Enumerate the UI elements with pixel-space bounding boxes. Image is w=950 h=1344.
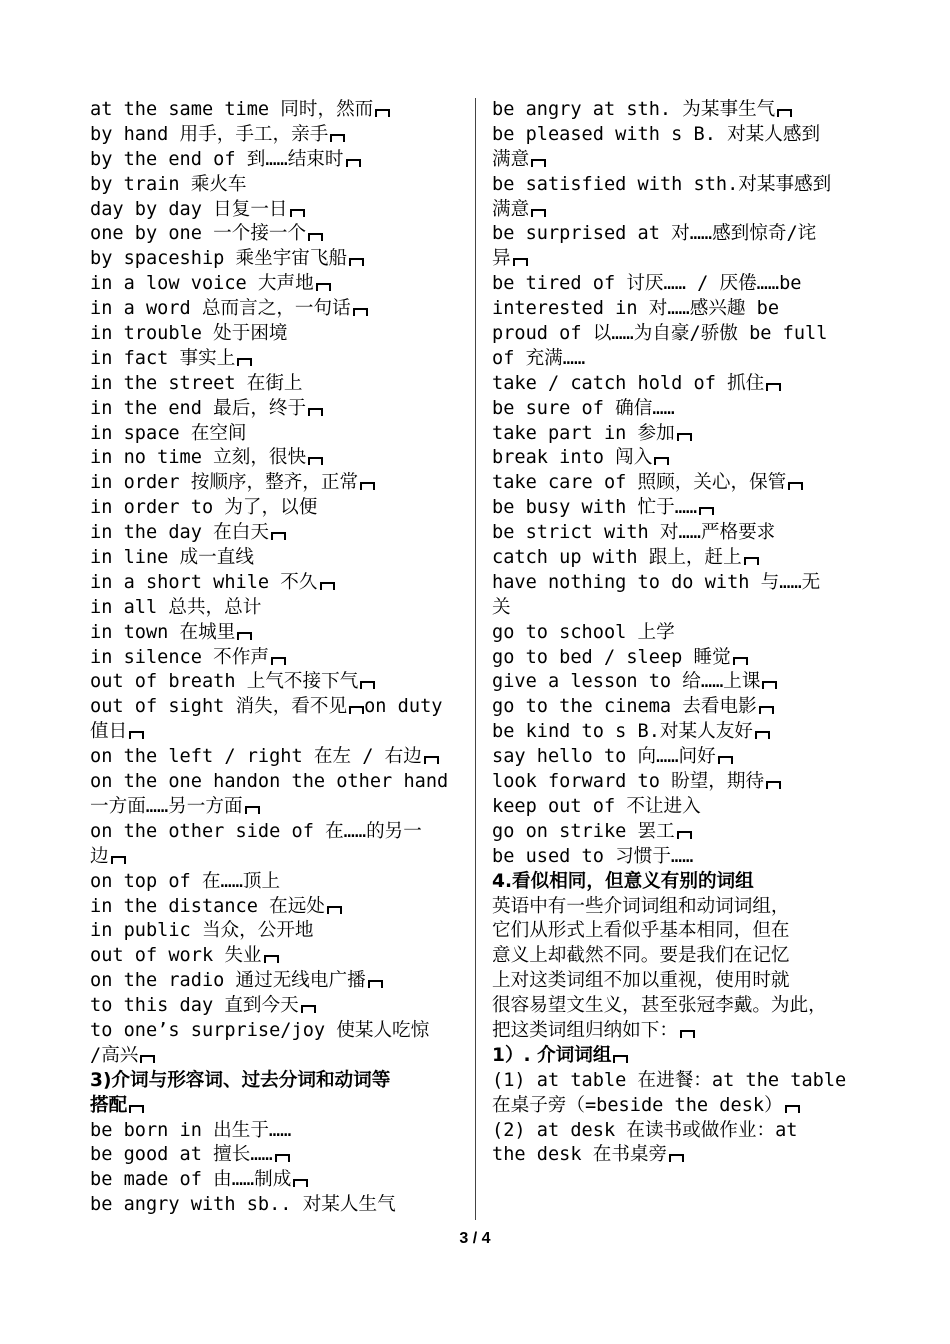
line-text: be good at 擅长…… <box>90 1144 273 1166</box>
paragraph-mark-icon <box>785 1105 800 1113</box>
paragraph-mark-icon <box>755 731 770 739</box>
phrase-line <box>492 297 868 322</box>
phrase-line <box>492 1019 868 1044</box>
line-text: in the end 最后，终于 <box>90 397 307 419</box>
line-text: break into 闯入 <box>492 447 653 469</box>
line-text: be strict with 对……严格要求 <box>492 522 776 544</box>
line-text: at the same time 同时，然而 <box>90 99 374 120</box>
phrase-line <box>492 446 868 471</box>
paragraph-mark-icon <box>718 756 733 764</box>
line-text: 意义上却截然不同。要是我们在记忆 <box>492 945 790 967</box>
line-text: out of sight 消失，看不见 <box>90 696 348 718</box>
line-text: on the one handon the other hand <box>90 771 449 793</box>
line-text: 英语中有一些介词词组和动词词组， <box>492 895 790 917</box>
line-text: in all 总共，总计 <box>90 596 262 618</box>
line-text: go on strike 罢工 <box>492 820 675 842</box>
paragraph-mark-icon <box>129 731 144 739</box>
line-text: one by one 一个接一个 <box>90 223 307 245</box>
phrase-line <box>492 969 868 994</box>
phrase-line <box>90 795 462 820</box>
paragraph-mark-icon <box>353 308 368 316</box>
phrase-line <box>492 670 868 695</box>
line-text: by spaceship 乘坐宇宙飞船 <box>90 248 348 270</box>
line-text: go to bed / sleep 睡觉 <box>492 646 731 668</box>
phrase-line <box>492 1143 868 1168</box>
phrase-line <box>90 695 462 720</box>
line-text: 很容易望文生义，甚至张冠李戴。为此， <box>492 995 827 1017</box>
phrase-line <box>90 222 462 247</box>
line-text: be surprised at 对……感到惊奇/诧 <box>492 223 817 245</box>
paragraph-mark-icon <box>349 258 364 266</box>
phrase-line <box>90 198 462 223</box>
phrase-line <box>90 1143 462 1168</box>
line-text: on the other side of 在……的另一 <box>90 820 422 842</box>
line-text: be busy with 忙于…… <box>492 497 698 519</box>
phrase-line <box>90 322 462 347</box>
phrase-line <box>90 845 462 870</box>
phrase-line <box>90 770 462 795</box>
line-text: in the distance 在远处 <box>90 895 325 917</box>
paragraph-mark-icon <box>733 657 748 665</box>
phrase-line <box>492 994 868 1019</box>
line-text: 把这类词组归纳如下： <box>492 1019 678 1041</box>
paragraph-mark-icon <box>677 831 692 839</box>
line-text: look forward to 盼望，期待 <box>492 771 765 793</box>
phrase-line <box>492 471 868 496</box>
phrase-line <box>492 695 868 720</box>
paragraph-mark-icon <box>271 657 286 665</box>
paragraph-mark-icon <box>677 433 692 441</box>
phrase-line <box>90 571 462 596</box>
line-text: take care of 照顾，关心，保管 <box>492 472 787 494</box>
line-text: of 充满…… <box>492 347 586 369</box>
paragraph-mark-icon <box>613 1055 628 1063</box>
phrase-line <box>90 297 462 322</box>
line-text: in no time 立刻，很快 <box>90 447 307 469</box>
phrase-line <box>90 446 462 471</box>
line-text: (2) at desk 在读书或做作业：at <box>492 1119 798 1141</box>
phrase-line <box>90 944 462 969</box>
phrase-line <box>492 745 868 770</box>
paragraph-mark-icon <box>375 109 390 117</box>
paragraph-mark-icon <box>699 507 714 515</box>
phrase-line <box>90 870 462 895</box>
phrase-line <box>492 571 868 596</box>
line-text: the desk 在书桌旁 <box>492 1144 668 1166</box>
line-text: be angry with sb.. 对某人生气 <box>90 1194 396 1216</box>
phrase-line <box>90 1019 462 1044</box>
column-divider <box>475 98 476 1220</box>
paragraph-mark-icon <box>111 856 126 864</box>
line-text: to one’s surprise/joy 使某人吃惊 <box>90 1019 430 1041</box>
right-column <box>492 98 868 1168</box>
line-text: in silence 不作声 <box>90 646 269 668</box>
phrase-line <box>492 1119 868 1144</box>
paragraph-mark-icon <box>271 532 286 540</box>
paragraph-mark-icon <box>759 706 774 714</box>
line-text: go to school 上学 <box>492 621 675 643</box>
paragraph-mark-icon <box>762 681 777 689</box>
phrase-line <box>90 720 462 745</box>
paragraph-mark-icon <box>654 457 669 465</box>
phrase-line <box>90 272 462 297</box>
paragraph-mark-icon <box>531 209 546 217</box>
line-text: 一方面……另一方面 <box>90 795 243 817</box>
phrase-line <box>90 596 462 621</box>
line-text: 关 <box>492 596 511 618</box>
line-text: take part in 参加 <box>492 422 675 444</box>
line-text: to this day 直到今天 <box>90 995 299 1017</box>
phrase-line <box>492 820 868 845</box>
phrase-line <box>492 770 868 795</box>
phrase-line <box>492 247 868 272</box>
paragraph-mark-icon <box>264 955 279 963</box>
phrase-line <box>90 1044 462 1069</box>
phrase-line <box>492 720 868 745</box>
line-text: 它们从形式上看似乎基本相同，但在 <box>492 920 790 942</box>
line-text: day by day 日复一日 <box>90 198 288 220</box>
phrase-line <box>492 496 868 521</box>
paragraph-mark-icon <box>129 1105 144 1113</box>
line-text: in line 成一直线 <box>90 547 254 569</box>
phrase-line <box>492 845 868 870</box>
line-text: 在桌子旁（=beside the desk） <box>492 1094 783 1116</box>
paragraph-mark-icon <box>777 109 792 117</box>
paragraph-mark-icon <box>140 1055 155 1063</box>
line-text: be made of 由……制成 <box>90 1169 292 1191</box>
line-text: in a short while 不久 <box>90 571 318 593</box>
phrase-line <box>90 820 462 845</box>
line-text: keep out of 不让进入 <box>492 795 701 817</box>
line-text: by the end of 到……结束时 <box>90 148 344 170</box>
paragraph-mark-icon <box>680 1030 695 1038</box>
line-text: in a word 总而言之，一句话 <box>90 298 351 320</box>
phrase-line <box>492 1094 868 1119</box>
phrase-line <box>90 546 462 571</box>
section-heading <box>492 1044 868 1069</box>
phrase-line <box>492 372 868 397</box>
line-text: on the left / right 在左 / 右边 <box>90 746 422 768</box>
phrase-line <box>492 98 868 123</box>
line-text: by train 乘火车 <box>90 173 247 195</box>
line-text: in the street 在街上 <box>90 372 303 394</box>
phrase-line <box>90 98 462 123</box>
line-text: be used to 习惯于…… <box>492 845 694 867</box>
phrase-line <box>492 621 868 646</box>
line-text: in order 按顺序，整齐，正常 <box>90 472 359 494</box>
phrase-line <box>492 919 868 944</box>
phrase-line <box>90 1168 462 1193</box>
line-text-continued: on duty <box>364 696 443 718</box>
line-text: be angry at sth. 为某事生气 <box>492 99 776 120</box>
paragraph-mark-icon <box>531 159 546 167</box>
line-text: out of breath 上气不接下气 <box>90 671 359 693</box>
phrase-line <box>90 347 462 372</box>
phrase-line <box>90 471 462 496</box>
paragraph-mark-icon <box>513 258 528 266</box>
paragraph-mark-icon <box>346 159 361 167</box>
paragraph-mark-icon <box>349 706 364 714</box>
paragraph-mark-icon <box>275 1154 290 1162</box>
phrase-line <box>492 895 868 920</box>
phrase-line <box>90 895 462 920</box>
phrase-line <box>492 123 868 148</box>
phrase-line <box>90 919 462 944</box>
line-text: in trouble 处于困境 <box>90 323 288 345</box>
phrase-line <box>90 397 462 422</box>
line-text: be satisfied with sth.对某事感到 <box>492 173 832 195</box>
line-text: give a lesson to 给……上课 <box>492 671 761 693</box>
line-text: 满意 <box>492 148 530 170</box>
paragraph-mark-icon <box>308 457 323 465</box>
phrase-line <box>90 148 462 173</box>
line-text: catch up with 跟上，赶上 <box>492 547 742 569</box>
line-text: out of work 失业 <box>90 945 262 967</box>
line-text: on top of 在……顶上 <box>90 870 281 892</box>
phrase-line <box>492 944 868 969</box>
paragraph-mark-icon <box>669 1154 684 1162</box>
paragraph-mark-icon <box>424 756 439 764</box>
line-text: be tired of 讨厌…… / 厌倦……be <box>492 273 802 295</box>
paragraph-mark-icon <box>293 1179 308 1187</box>
paragraph-mark-icon <box>237 358 252 366</box>
page-number: 3 / 4 <box>459 1230 491 1247</box>
paragraph-mark-icon <box>308 408 323 416</box>
phrase-line <box>492 148 868 173</box>
line-text: interested in 对……感兴趣 be <box>492 298 780 320</box>
line-text: 4.看似相同，但意义有别的词组 <box>492 870 754 892</box>
line-text: in fact 事实上 <box>90 347 236 369</box>
line-text: in town 在城里 <box>90 621 236 643</box>
line-text: have nothing to do with 与……无 <box>492 571 821 593</box>
phrase-line <box>492 272 868 297</box>
phrase-line <box>492 546 868 571</box>
phrase-line <box>492 422 868 447</box>
line-text: by hand 用手，手工，亲手 <box>90 123 329 145</box>
line-text: in order to 为了，以便 <box>90 497 318 519</box>
paragraph-mark-icon <box>327 906 342 914</box>
line-text: be pleased with s B. 对某人感到 <box>492 123 821 145</box>
paragraph-mark-icon <box>766 383 781 391</box>
line-text: 搭配 <box>90 1094 128 1116</box>
phrase-line <box>492 397 868 422</box>
phrase-line <box>492 322 868 347</box>
paragraph-mark-icon <box>237 632 252 640</box>
phrase-line <box>90 247 462 272</box>
line-text: 边 <box>90 845 109 867</box>
paragraph-mark-icon <box>320 582 335 590</box>
paragraph-mark-icon <box>316 283 331 291</box>
paragraph-mark-icon <box>368 980 383 988</box>
line-text: go to the cinema 去看电影 <box>492 696 757 718</box>
section-heading <box>492 870 868 895</box>
phrase-line <box>90 372 462 397</box>
line-text: be sure of 确信…… <box>492 397 675 419</box>
phrase-line <box>492 198 868 223</box>
phrase-line <box>90 994 462 1019</box>
line-text: say hello to 向……问好 <box>492 746 716 768</box>
line-text: 1）. 介词词组 <box>492 1044 612 1066</box>
line-text: be born in 出生于…… <box>90 1119 292 1141</box>
phrase-line <box>90 496 462 521</box>
line-text: 上对这类词组不加以重视，使用时就 <box>492 970 790 992</box>
left-column <box>90 98 462 1218</box>
phrase-line <box>90 1119 462 1144</box>
phrase-line <box>90 621 462 646</box>
phrase-line <box>492 1069 868 1094</box>
line-text: take / catch hold of 抓住 <box>492 372 765 394</box>
line-text: (1) at table 在进餐：at the table <box>492 1069 847 1091</box>
phrase-line <box>90 646 462 671</box>
phrase-line <box>90 422 462 447</box>
phrase-line <box>90 670 462 695</box>
phrase-line <box>492 222 868 247</box>
paragraph-mark-icon <box>301 1005 316 1013</box>
paragraph-mark-icon <box>788 482 803 490</box>
paragraph-mark-icon <box>330 134 345 142</box>
section-heading <box>90 1069 462 1094</box>
line-text: be kind to s B.对某人友好 <box>492 721 753 743</box>
phrase-line <box>90 969 462 994</box>
paragraph-mark-icon <box>245 806 260 814</box>
line-text: /高兴 <box>90 1044 139 1066</box>
phrase-line <box>90 123 462 148</box>
phrase-line <box>90 173 462 198</box>
phrase-line <box>90 745 462 770</box>
paragraph-mark-icon <box>360 681 375 689</box>
line-text: in space 在空间 <box>90 422 247 444</box>
phrase-line <box>90 521 462 546</box>
phrase-line <box>492 646 868 671</box>
line-text: in the day 在白天 <box>90 522 269 544</box>
section-heading <box>90 1094 462 1119</box>
paragraph-mark-icon <box>308 233 323 241</box>
phrase-line <box>492 795 868 820</box>
phrase-line <box>492 596 868 621</box>
phrase-line <box>492 173 868 198</box>
line-text: 满意 <box>492 198 530 220</box>
line-text: on the radio 通过无线电广播 <box>90 970 366 992</box>
line-text: proud of 以……为自豪/骄傲 be full <box>492 323 828 345</box>
phrase-line <box>90 1193 462 1218</box>
paragraph-mark-icon <box>360 482 375 490</box>
line-text: in a low voice 大声地 <box>90 273 314 295</box>
paragraph-mark-icon <box>744 557 759 565</box>
line-text: 值日 <box>90 721 128 743</box>
line-text: in public 当众，公开地 <box>90 920 314 942</box>
paragraph-mark-icon <box>290 209 305 217</box>
phrase-line <box>492 347 868 372</box>
phrase-line <box>492 521 868 546</box>
line-text: 3)介词与形容词、过去分词和动词等 <box>90 1069 391 1091</box>
line-text: 异 <box>492 248 511 270</box>
paragraph-mark-icon <box>766 781 781 789</box>
